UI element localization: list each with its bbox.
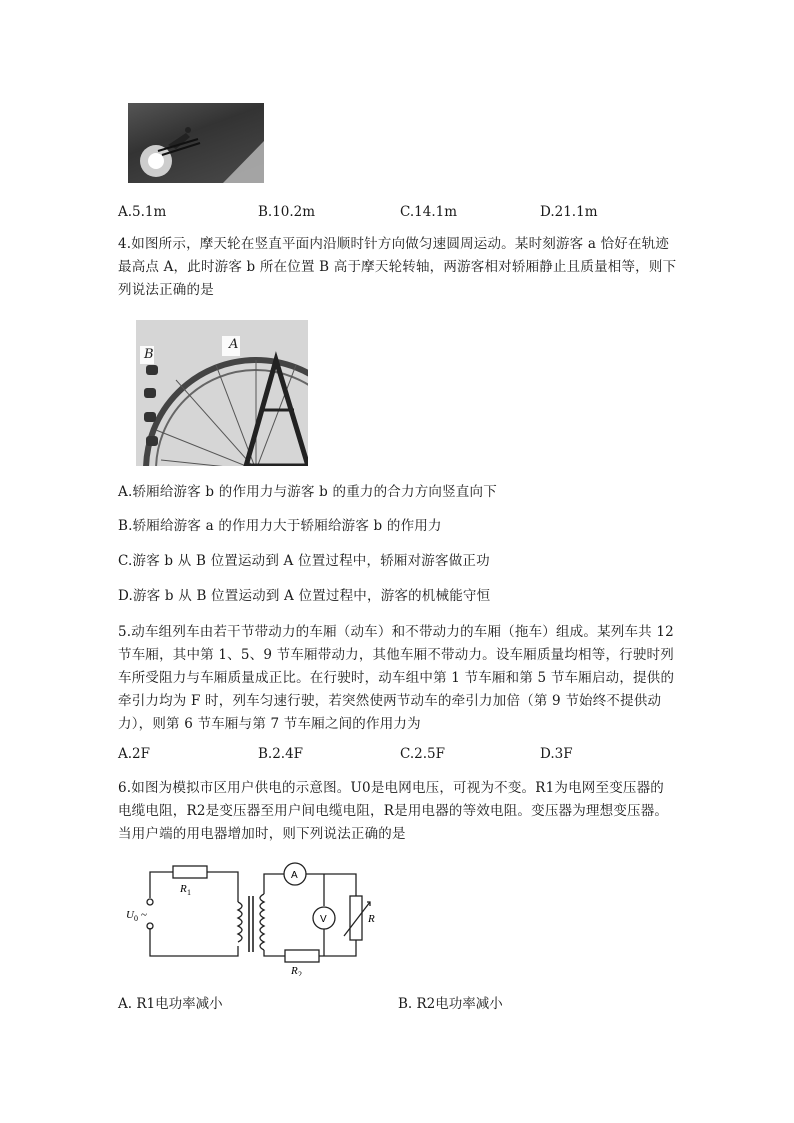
q6-stem-line1: 6.如图为模拟市区用户供电的示意图。U0是电网电压，可视为不变。R1为电网至变压器的	[118, 780, 664, 796]
ferris-label-a: A	[229, 337, 239, 352]
q3-option-b: B.10.2m	[258, 204, 316, 220]
q4-stem-line3: 列说法正确的是	[118, 282, 214, 298]
q4-stem-line2: 最高点 A，此时游客 b 所在位置 B 高于摩天轮转轴，两游客相对轿厢静止且质量相等，则下	[118, 259, 677, 275]
svg-text:2: 2	[298, 970, 302, 976]
voltmeter-label: V	[320, 914, 327, 925]
resistor-r1	[173, 866, 207, 878]
q5-stem-line5: 力），则第 6 节车厢与第 7 节车厢之间的作用力为	[118, 716, 421, 732]
q4-option-b: B.轿厢给游客 a 的作用力大于轿厢给游客 b 的作用力	[118, 518, 442, 534]
q4-stem-line1: 4.如图所示，摩天轮在竖直平面内沿顺时针方向做匀速圆周运动。某时刻游客 a 恰好在轨迹	[118, 236, 670, 252]
ferris-label-b: B	[144, 347, 154, 362]
q5-stem-line3: 车所受阻力与车厢质量成正比。在行驶时，动车组中第 1 节车厢和第 5 节车厢启动，提供的	[118, 670, 675, 686]
label-r1: R	[180, 883, 187, 895]
q5-option-b: B.2.4F	[258, 746, 304, 762]
q5-option-d: D.3F	[540, 746, 573, 762]
q6-stem-line2: 电缆电阻，R2是变压器至用户间电缆电阻，R是用电器的等效电阻。变压器为理想变压器。	[118, 803, 669, 819]
svg-text:0: 0	[134, 914, 138, 923]
q5-stem-line1: 5.动车组列车由若干节带动力的车厢（动车）和不带动力的车厢（拖车）组成。某列车共 12	[118, 624, 674, 640]
q3-option-c: C.14.1m	[400, 204, 457, 220]
q4-option-c: C.游客 b 从 B 位置运动到 A 位置过程中，轿厢对游客做正功	[118, 553, 490, 569]
resistor-r	[350, 896, 362, 940]
q4-option-d: D.游客 b 从 B 位置运动到 A 位置过程中，游客的机械能守恒	[118, 588, 491, 604]
circuit-diagram	[118, 856, 408, 976]
resistor-r2	[285, 950, 319, 962]
q5-stem-line4: 牵引力均为 F 时，列车匀速行驶，若突然使两节动车的牵引力加倍（第 9 节始终不提供动	[118, 693, 662, 709]
label-r: R	[368, 913, 375, 925]
q6-option-a: A. R1电功率减小	[118, 996, 223, 1012]
q3-option-a: A.5.1m	[118, 204, 167, 220]
q3-option-d: D.21.1m	[540, 204, 598, 220]
q6-stem-line3: 当用户端的用电器增加时，则下列说法正确的是	[118, 826, 406, 842]
ferris-wheel-photo	[136, 320, 308, 466]
circuit-svg	[118, 856, 408, 976]
q5-option-c: C.2.5F	[400, 746, 445, 762]
label-u0: U	[126, 909, 134, 921]
q5-stem-line2: 节车厢，其中第 1、5、9 节车厢带动力，其他车厢不带动力。设车厢质量均相等，行驶时列	[118, 647, 674, 663]
svg-text:1: 1	[187, 888, 191, 897]
ferris-wheel-illustration	[136, 320, 308, 466]
q6-option-b: B. R2电功率减小	[398, 996, 503, 1012]
ammeter-label: A	[291, 870, 298, 881]
ski-jump-photo	[128, 103, 264, 183]
q5-option-a: A.2F	[118, 746, 150, 762]
q4-option-a: A.轿厢给游客 b 的作用力与游客 b 的重力的合力方向竖直向下	[118, 484, 497, 500]
label-r2: R	[291, 965, 298, 976]
ski-jump-illustration	[128, 103, 264, 183]
svg-text:~: ~	[141, 909, 147, 921]
